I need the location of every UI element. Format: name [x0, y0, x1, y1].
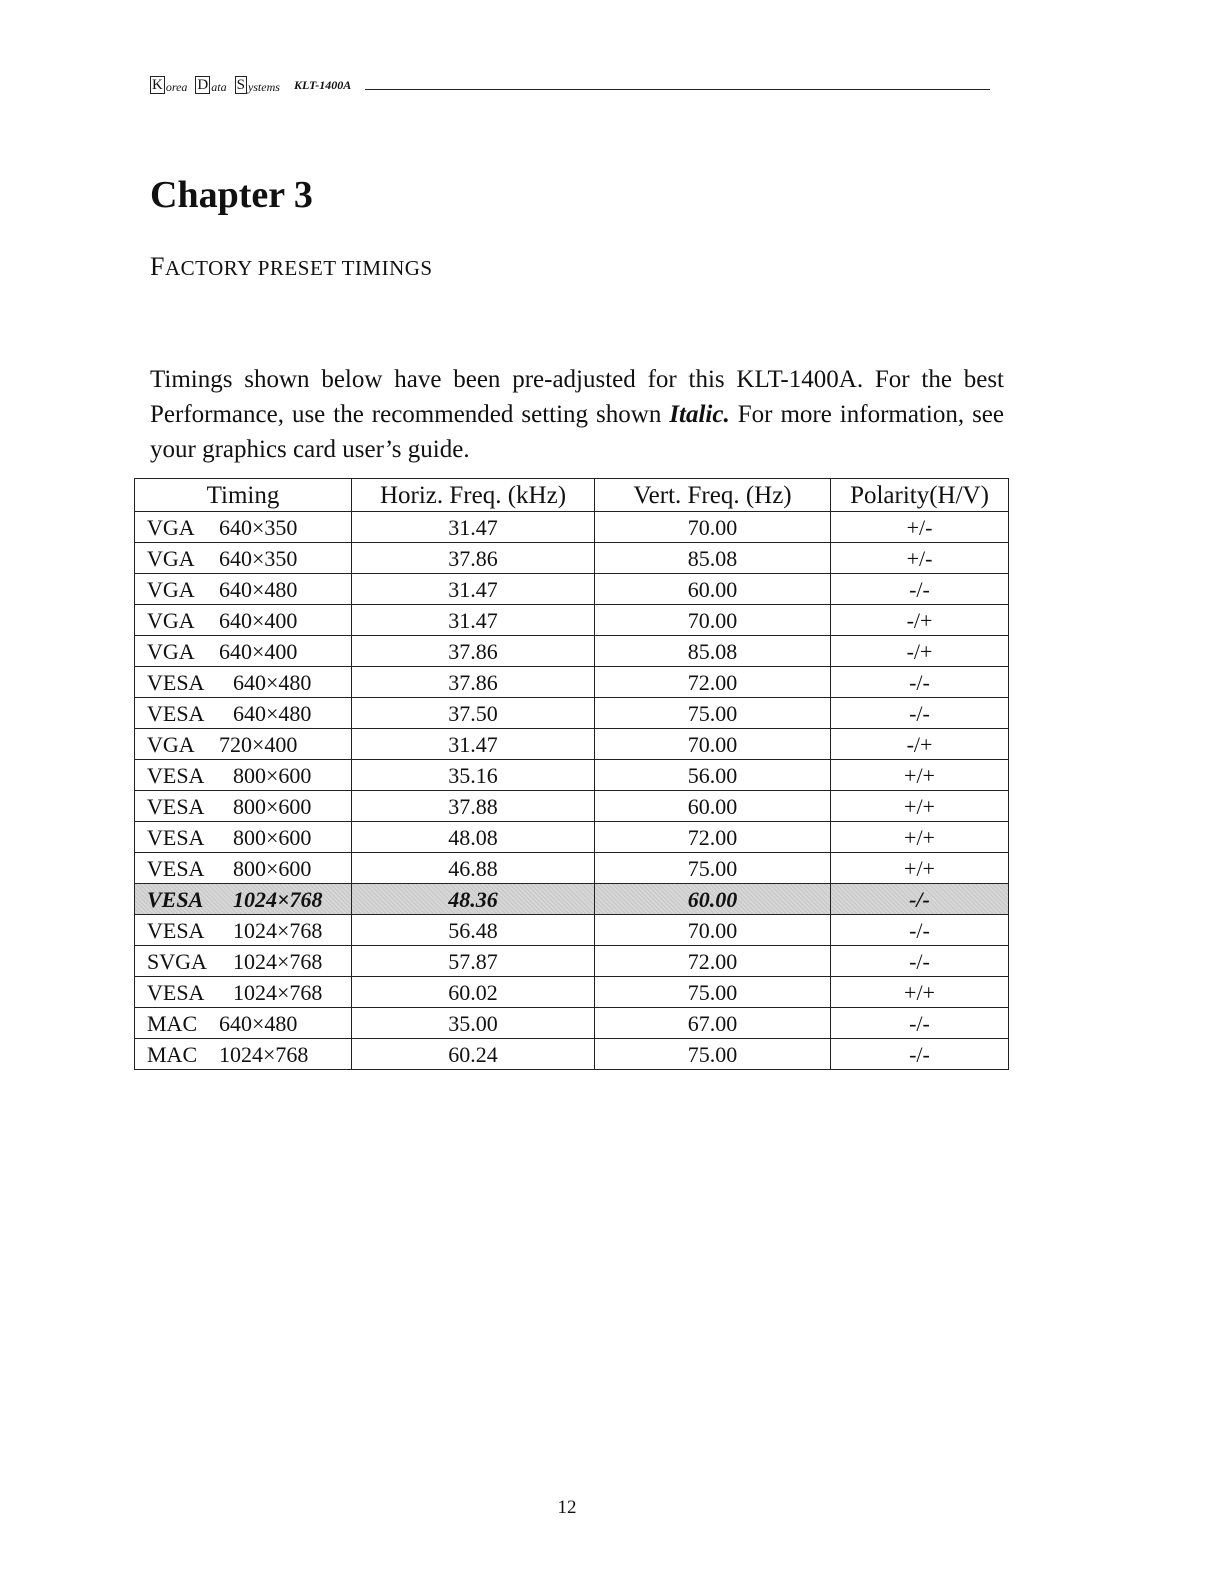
timing-resolution: 640×350 [219, 545, 298, 571]
polarity-cell: +/- [831, 512, 1009, 543]
timing-resolution: 640×480 [233, 700, 312, 726]
vert-freq-cell: 75.00 [595, 977, 831, 1008]
horiz-freq-cell: 31.47 [352, 574, 595, 605]
table-row [135, 977, 1009, 1008]
horiz-freq-cell: 48.08 [352, 822, 595, 853]
table-row [135, 1008, 1009, 1039]
table-row [135, 667, 1009, 698]
timing-resolution: 640×400 [219, 638, 298, 664]
vert-freq-cell: 75.00 [595, 853, 831, 884]
timing-mode: SVGA [147, 948, 207, 974]
vert-freq-cell: 85.08 [595, 543, 831, 574]
timing-mode: VGA [147, 576, 195, 602]
section-word: TIMINGS [341, 256, 433, 280]
timing-mode: VGA [147, 607, 195, 633]
table-row [135, 574, 1009, 605]
timing-mode: VESA [147, 979, 205, 1005]
column-header-polarity: Polarity(H/V) [831, 479, 1009, 512]
timing-resolution: 1024×768 [233, 979, 323, 1005]
timing-cell [135, 605, 352, 636]
polarity-cell: +/+ [831, 977, 1009, 1008]
timing-resolution: 720×400 [219, 731, 298, 757]
section-title [150, 253, 433, 282]
timing-cell [135, 1039, 352, 1070]
table-row [135, 543, 1009, 574]
vert-freq-cell: 85.08 [595, 636, 831, 667]
vert-freq-cell: 70.00 [595, 512, 831, 543]
logo-word: ata [211, 80, 227, 94]
logo-initial: K [152, 77, 163, 93]
company-logo [150, 76, 288, 94]
table-row [135, 791, 1009, 822]
horiz-freq-cell: 31.47 [352, 512, 595, 543]
timing-resolution: 800×600 [233, 793, 312, 819]
horiz-freq-cell: 37.86 [352, 667, 595, 698]
timing-cell [135, 698, 352, 729]
table-row [135, 636, 1009, 667]
table-row [135, 915, 1009, 946]
timing-resolution: 1024×768 [219, 1041, 309, 1067]
intro-text: For more information, see your graphics card user’s guide. [150, 401, 1004, 463]
polarity-cell: +/+ [831, 822, 1009, 853]
horiz-freq-cell: 31.47 [352, 605, 595, 636]
vert-freq-cell: 56.00 [595, 760, 831, 791]
polarity-cell: -/+ [831, 605, 1009, 636]
logo-part-data [195, 76, 226, 94]
timing-resolution: 640×480 [233, 669, 312, 695]
timing-mode: VGA [147, 638, 195, 664]
timing-resolution: 640×480 [219, 576, 298, 602]
timing-mode: VGA [147, 545, 195, 571]
timing-cell [135, 1008, 352, 1039]
timing-cell [135, 574, 352, 605]
horiz-freq-cell: 46.88 [352, 853, 595, 884]
polarity-cell: -/+ [831, 729, 1009, 760]
table-row [135, 512, 1009, 543]
table-row [135, 1039, 1009, 1070]
timing-cell [135, 915, 352, 946]
table-header-row [135, 479, 1009, 512]
horiz-freq-cell: 31.47 [352, 729, 595, 760]
timing-cell [135, 512, 352, 543]
vert-freq-cell: 75.00 [595, 1039, 831, 1070]
table-row-recommended [135, 884, 1009, 915]
timing-cell [135, 760, 352, 791]
timing-cell [135, 977, 352, 1008]
timing-cell [135, 636, 352, 667]
vert-freq-cell: 72.00 [595, 667, 831, 698]
section-word: ACTORY [164, 256, 252, 280]
vert-freq-cell: 72.00 [595, 946, 831, 977]
timing-mode: VESA [147, 762, 205, 788]
horiz-freq-cell: 60.24 [352, 1039, 595, 1070]
logo-word: orea [165, 80, 188, 94]
column-header-vert-freq: Vert. Freq. (Hz) [595, 479, 831, 512]
timing-resolution: 640×400 [219, 607, 298, 633]
polarity-cell: -/- [831, 698, 1009, 729]
vert-freq-cell: 60.00 [595, 574, 831, 605]
logo-part-korea [150, 76, 187, 94]
timing-resolution: 800×600 [233, 824, 312, 850]
logo-initial: D [197, 77, 209, 93]
horiz-freq-cell: 37.86 [352, 636, 595, 667]
vert-freq-cell: 75.00 [595, 698, 831, 729]
polarity-cell: -/+ [831, 636, 1009, 667]
section-word: PRESET [257, 256, 337, 280]
timing-cell [135, 884, 352, 915]
intro-emphasis: Italic. [669, 401, 730, 428]
timing-resolution: 640×350 [219, 514, 298, 540]
logo-initial: S [236, 77, 245, 93]
timing-resolution: 1024×768 [233, 886, 323, 912]
intro-paragraph [150, 362, 1004, 467]
table-row [135, 698, 1009, 729]
horiz-freq-cell: 57.87 [352, 946, 595, 977]
horiz-freq-cell: 35.00 [352, 1008, 595, 1039]
table-row [135, 605, 1009, 636]
horiz-freq-cell: 37.88 [352, 791, 595, 822]
polarity-cell: -/- [831, 946, 1009, 977]
header-model: KLT-1400A [293, 77, 352, 92]
timing-mode: VESA [147, 917, 205, 943]
timing-cell [135, 822, 352, 853]
page-number: 12 [557, 1497, 577, 1518]
intro-text: Timings shown below have been pre-adjusted for this KLT-1400A. For the best Performance, use the recommended setting shown [150, 366, 1004, 428]
timing-mode: VGA [147, 731, 195, 757]
vert-freq-cell: 67.00 [595, 1008, 831, 1039]
timing-cell [135, 667, 352, 698]
timing-mode: VESA [147, 824, 205, 850]
horiz-freq-cell: 37.50 [352, 698, 595, 729]
horiz-freq-cell: 56.48 [352, 915, 595, 946]
vert-freq-cell: 70.00 [595, 605, 831, 636]
polarity-cell: +/- [831, 543, 1009, 574]
horiz-freq-cell: 35.16 [352, 760, 595, 791]
table-row [135, 853, 1009, 884]
timing-cell [135, 946, 352, 977]
polarity-cell: +/+ [831, 760, 1009, 791]
vert-freq-cell: 70.00 [595, 729, 831, 760]
timing-cell [135, 853, 352, 884]
timing-cell [135, 791, 352, 822]
polarity-cell: -/- [831, 574, 1009, 605]
timing-resolution: 800×600 [233, 762, 312, 788]
preset-timings-table [134, 478, 1009, 1070]
timing-cell [135, 543, 352, 574]
polarity-cell: +/+ [831, 853, 1009, 884]
timing-mode: MAC [147, 1041, 198, 1067]
polarity-cell: -/- [831, 1039, 1009, 1070]
polarity-cell: +/+ [831, 791, 1009, 822]
polarity-cell: -/- [831, 667, 1009, 698]
vert-freq-cell: 60.00 [595, 791, 831, 822]
horiz-freq-cell: 37.86 [352, 543, 595, 574]
timing-mode: VGA [147, 514, 195, 540]
polarity-cell: -/- [831, 915, 1009, 946]
table-row [135, 946, 1009, 977]
polarity-cell: -/- [831, 1008, 1009, 1039]
column-header-horiz-freq: Horiz. Freq. (kHz) [352, 479, 595, 512]
horiz-freq-cell: 48.36 [352, 884, 595, 915]
vert-freq-cell: 72.00 [595, 822, 831, 853]
running-header [150, 74, 990, 96]
header-rule [365, 89, 990, 90]
timing-mode: MAC [147, 1010, 198, 1036]
table-row [135, 760, 1009, 791]
polarity-cell: -/- [831, 884, 1009, 915]
column-header-timing: Timing [135, 479, 352, 512]
timing-cell [135, 729, 352, 760]
table-row [135, 729, 1009, 760]
horiz-freq-cell: 60.02 [352, 977, 595, 1008]
timing-resolution: 1024×768 [233, 948, 323, 974]
timing-mode: VESA [147, 700, 205, 726]
chapter-title: Chapter 3 [150, 174, 313, 216]
timing-mode: VESA [147, 669, 205, 695]
timing-resolution: 1024×768 [233, 917, 323, 943]
logo-word: ystems [247, 80, 280, 94]
section-initial: F [150, 252, 165, 281]
timing-resolution: 800×600 [233, 855, 312, 881]
table-row [135, 822, 1009, 853]
timing-resolution: 640×480 [219, 1010, 298, 1036]
table-body [135, 512, 1009, 1070]
timing-mode: VESA [147, 793, 205, 819]
vert-freq-cell: 70.00 [595, 915, 831, 946]
timing-mode: VESA [147, 855, 205, 881]
logo-part-systems [235, 76, 280, 94]
timing-mode: VESA [147, 886, 204, 912]
vert-freq-cell: 60.00 [595, 884, 831, 915]
